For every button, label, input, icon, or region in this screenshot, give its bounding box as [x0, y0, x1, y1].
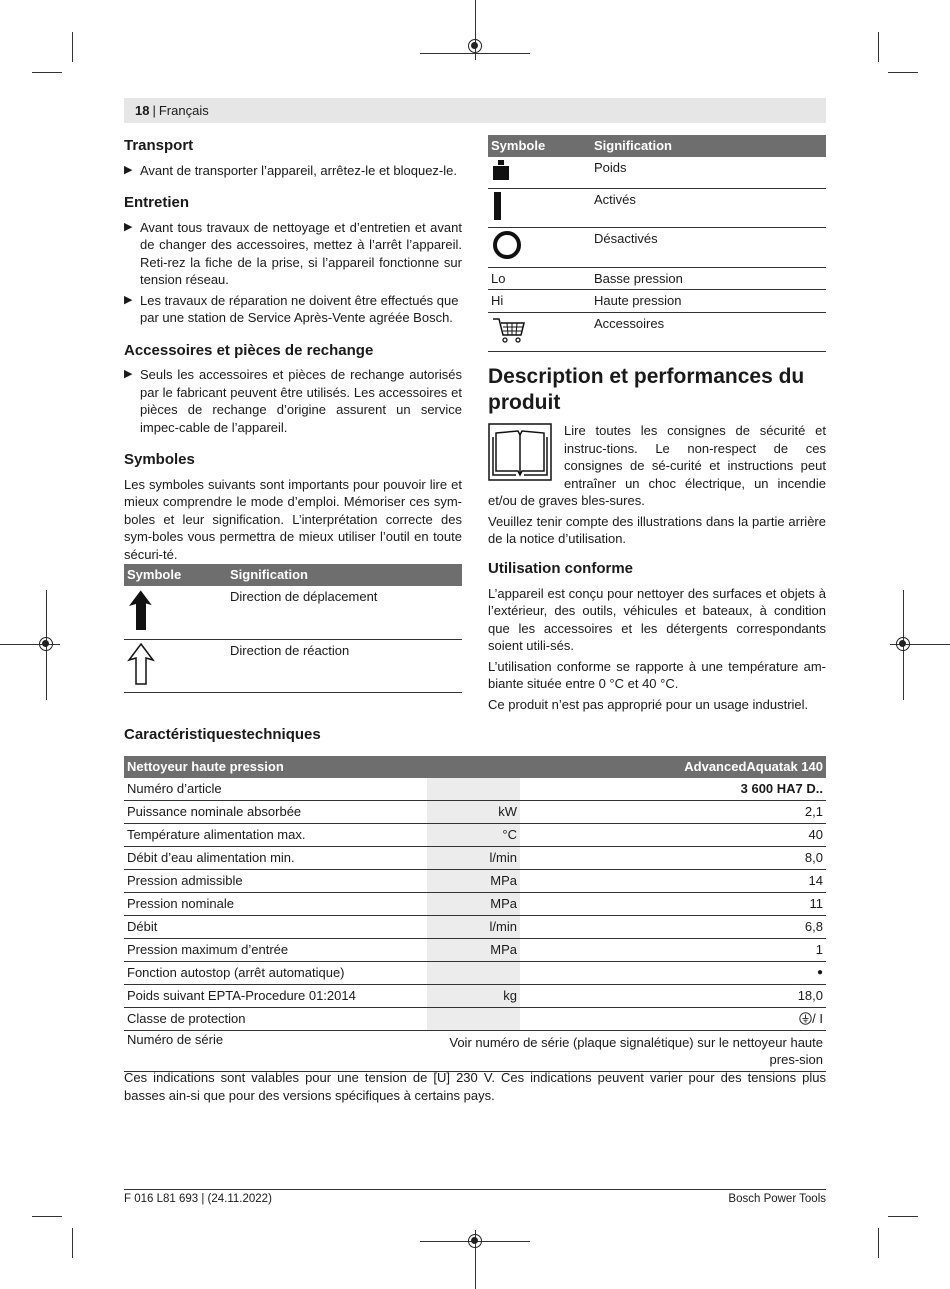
spec-name: Classe de protection — [124, 1008, 427, 1031]
spec-unit: MPa — [427, 939, 520, 962]
column-header-symbole: Symbole — [488, 135, 591, 157]
crop-mark — [878, 32, 879, 62]
list-item — [124, 292, 462, 327]
spec-value: 40 — [520, 824, 826, 847]
list-item-text: Seuls les accessoires et pièces de rechange autorisés par le fabricant peuvent être utilisés. Les accessoires et pièces de rechange d’origine assurent un service impec-cable de l’appareil. — [140, 367, 462, 435]
table-row — [124, 847, 826, 870]
table-row — [488, 188, 826, 228]
column-header-signification: Signification — [227, 564, 462, 586]
bullet-triangle-icon: ▶ — [124, 368, 133, 380]
table-row — [488, 267, 826, 290]
protection-class-text: / I — [812, 1011, 823, 1027]
crop-mark — [420, 53, 530, 54]
list-item-text: Avant de transporter l’appareil, arrêtez-le et bloquez-le. — [140, 162, 457, 178]
spec-name: Numéro d’article — [124, 778, 427, 801]
symbol-meaning: Accessoires — [591, 312, 826, 352]
spec-unit: MPa — [427, 870, 520, 893]
warning-text: Lire toutes les consignes de sécurité et instruc-tions. Le non-respect de ces consignes de sé-curité et instructions peut entraîner un choc électrique, un incendie et/ou de graves bles-sures. — [488, 423, 826, 508]
crop-mark — [72, 1228, 73, 1258]
symboles-intro: Les symboles suivants sont importants pour pouvoir lire et mieux comprendre le mode d’emploi. Mémoriser ces sym-boles et leur signification. L’interprétation correcte des sym-boles vous permettra de mieux utiliser l’outil en toute sécuri-té. — [124, 476, 462, 562]
symbol-meaning: Activés — [591, 188, 826, 228]
registration-mark-icon — [896, 637, 910, 651]
spec-unit: kg — [427, 985, 520, 1008]
registration-mark-icon — [39, 637, 53, 651]
table-row — [124, 939, 826, 962]
table-row — [124, 586, 462, 639]
header-separator: | — [152, 103, 156, 118]
spec-unit — [427, 962, 520, 985]
spec-value: 1 — [520, 939, 826, 962]
tech-specs-table — [124, 756, 826, 1072]
crop-mark — [72, 32, 73, 62]
spec-name: Numéro de série — [124, 1031, 427, 1072]
header-language: Français — [158, 103, 209, 118]
spec-value: 6,8 — [520, 916, 826, 939]
section-title-utilisation: Utilisation conforme — [488, 560, 634, 577]
tech-note: Ces indications sont valables pour une tension de [U] 230 V. Ces indications peuvent varier pour des tensions plus basses ain-si que pour des versions spécifiques à certains pays. — [124, 1070, 826, 1103]
column-header-symbole: Symbole — [124, 564, 227, 586]
footer-doc-ref: F 016 L81 693 | (24.11.2022) — [124, 1193, 272, 1205]
table-row — [488, 290, 826, 313]
crop-mark — [32, 1216, 62, 1217]
utilisation-p2: L’utilisation conforme se rapporte à une température am-biante située entre 0 °C et 40 °C. — [488, 658, 826, 691]
section-title-transport: Transport — [124, 137, 194, 154]
symbol-meaning: Direction de réaction — [227, 639, 462, 693]
table-row — [124, 639, 462, 693]
spec-unit: l/min — [427, 916, 520, 939]
table-row — [124, 893, 826, 916]
spec-name: Pression nominale — [124, 893, 427, 916]
spec-value-serial: Voir numéro de série (plaque signalétique) sur le nettoyeur haute pres-sion — [427, 1031, 826, 1072]
symbol-meaning: Direction de déplacement — [227, 586, 462, 639]
table-row — [124, 985, 826, 1008]
spec-name: Fonction autostop (arrêt automatique) — [124, 962, 427, 985]
spec-name: Température alimentation max. — [124, 824, 427, 847]
spec-value: 3 600 HA7 D.. — [520, 778, 826, 801]
spec-value: 18,0 — [520, 985, 826, 1008]
left-column — [124, 137, 462, 563]
bullet-triangle-icon: ▶ — [124, 163, 133, 176]
spec-value: 2,1 — [520, 801, 826, 824]
section-title-symboles: Symboles — [124, 451, 195, 468]
filled-arrow-up-icon — [127, 588, 155, 632]
table-row — [124, 1008, 826, 1031]
crop-mark — [888, 72, 918, 73]
table-row — [488, 228, 826, 268]
symbol-table-left — [124, 564, 462, 693]
spec-name: Pression admissible — [124, 870, 427, 893]
spec-name: Débit d’eau alimentation min. — [124, 847, 427, 870]
bullet-triangle-icon: ▶ — [124, 220, 133, 233]
spec-value-dot: ● — [520, 962, 826, 985]
earth-ground-icon — [799, 1012, 812, 1025]
list-item — [124, 219, 462, 289]
spec-unit: l/min — [427, 847, 520, 870]
section-title-entretien: Entretien — [124, 194, 190, 211]
list-item-text: Les travaux de réparation ne doivent être effectués que par une station de Service Après-Vente agréée Bosch. — [140, 292, 459, 325]
symbol-meaning: Désactivés — [591, 228, 826, 268]
on-bar-icon — [491, 191, 505, 221]
page-number: 18 — [135, 103, 150, 118]
spec-name: Poids suivant EPTA-Procedure 01:2014 — [124, 985, 427, 1008]
spec-value: 8,0 — [520, 847, 826, 870]
section-title-description: Description et performances du produit — [488, 365, 805, 414]
table-row — [488, 312, 826, 352]
table-row — [124, 824, 826, 847]
read-manual-block — [488, 422, 826, 548]
crop-mark — [32, 72, 62, 73]
symbol-text: Hi — [488, 290, 591, 313]
footer-rule — [124, 1189, 826, 1190]
symbol-text: Lo — [488, 267, 591, 290]
crop-mark — [878, 1228, 879, 1258]
spec-name: Débit — [124, 916, 427, 939]
spec-unit: °C — [427, 824, 520, 847]
spec-unit — [427, 1008, 520, 1031]
spec-unit: kW — [427, 801, 520, 824]
list-item — [124, 366, 462, 436]
table-row — [124, 801, 826, 824]
spec-value: 11 — [520, 893, 826, 916]
table-row — [124, 778, 826, 801]
utilisation-section — [488, 560, 826, 713]
table-row — [124, 870, 826, 893]
tech-header-right: AdvancedAquatak 140 — [520, 756, 826, 778]
shopping-cart-icon — [491, 315, 527, 345]
list-item — [124, 162, 462, 180]
page-header — [124, 98, 826, 123]
off-circle-icon — [491, 230, 523, 260]
spec-unit: MPa — [427, 893, 520, 916]
tech-header-left: Nettoyeur haute pression — [124, 756, 520, 778]
section-title-tech: Caractéristiquestechniques — [124, 726, 321, 743]
list-item-text: Avant tous travaux de nettoyage et d’entretien et avant de changer des accessoires, mettez à l’arrêt l’appareil. Reti-rez la fiche de la prise, si l’appareil fonctionne sur tension réseau. — [140, 219, 462, 287]
weight-icon — [491, 159, 511, 181]
symbol-meaning: Poids — [591, 157, 826, 188]
column-header-signification: Signification — [591, 135, 826, 157]
registration-mark-icon — [468, 1234, 482, 1248]
table-row — [124, 1031, 826, 1072]
symbol-meaning: Haute pression — [591, 290, 826, 313]
symbol-meaning: Basse pression — [591, 267, 826, 290]
table-row — [488, 157, 826, 188]
table-row — [124, 916, 826, 939]
outline-arrow-up-icon — [127, 642, 155, 686]
spec-value: 14 — [520, 870, 826, 893]
spec-unit — [427, 778, 520, 801]
footer-brand: Bosch Power Tools — [728, 1193, 826, 1205]
table-row — [124, 962, 826, 985]
illustrations-text: Veuillez tenir compte des illustrations dans la partie arrière de la notice d’utilisation. — [488, 513, 826, 546]
spec-name: Puissance nominale absorbée — [124, 801, 427, 824]
open-book-icon — [488, 423, 552, 481]
crop-mark — [888, 1216, 918, 1217]
utilisation-p3: Ce produit n’est pas approprié pour un usage industriel. — [488, 696, 809, 712]
symbol-table-right — [488, 135, 826, 352]
spec-name: Pression maximum d’entrée — [124, 939, 427, 962]
spec-value — [520, 1008, 826, 1031]
utilisation-p1: L’appareil est conçu pour nettoyer des surfaces et objets à l’extérieur, des outils, véhicules et bateaux, à condition que les accessoires et les détergents correspondants soient utili-sés. — [488, 585, 826, 653]
bullet-triangle-icon: ▶ — [124, 293, 133, 306]
section-title-accessoires: Accessoires et pièces de rechange — [124, 341, 374, 359]
registration-mark-icon — [468, 39, 482, 53]
